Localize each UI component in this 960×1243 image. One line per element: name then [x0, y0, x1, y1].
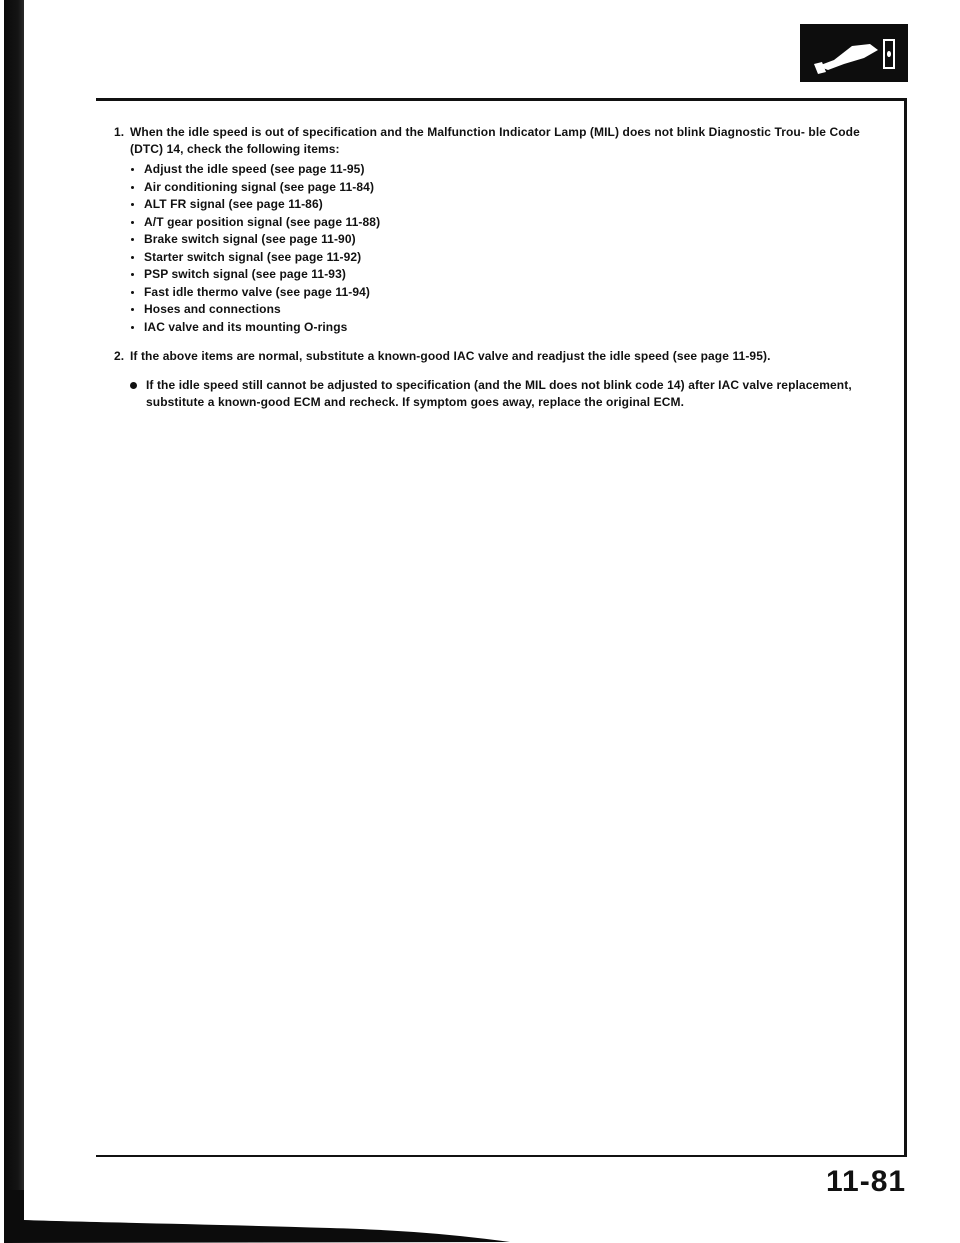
step-number: 2. — [114, 349, 125, 363]
note-bullet-icon — [130, 382, 137, 389]
bullet-icon — [131, 203, 134, 206]
bullet-icon — [131, 238, 134, 241]
bullet-icon — [131, 273, 134, 276]
fuel-nozzle-icon — [800, 24, 908, 82]
bullet-icon — [131, 326, 134, 329]
check-item: Hoses and connections — [130, 301, 894, 319]
binding-tail-decoration — [0, 1190, 520, 1243]
bullet-icon — [131, 168, 134, 171]
check-item: Air conditioning signal (see page 11-84) — [130, 179, 894, 197]
bullet-icon — [131, 221, 134, 224]
step-text: When the idle speed is out of specification and the Malfunction Indicator Lamp (MIL) does not blink Diagnostic Trou- ble Code (DTC) 14, check the following items: — [130, 125, 860, 156]
bullet-icon — [131, 256, 134, 259]
step-text: If the above items are normal, substitute a known-good IAC valve and readjust the idle speed (see page 11-95). — [130, 349, 771, 363]
binding-edge — [0, 0, 42, 1243]
frame-bottom-rule — [96, 1155, 907, 1157]
page-number: 11-81 — [826, 1165, 907, 1198]
check-item: A/T gear position signal (see page 11-88) — [130, 214, 894, 232]
procedure-step-2 — [114, 348, 894, 365]
check-item: ALT FR signal (see page 11-86) — [130, 196, 894, 214]
bullet-icon — [131, 186, 134, 189]
note-text: If the idle speed still cannot be adjusted to specification (and the MIL does not blink code 14) after IAC valve replacement, substitute a known-good ECM and recheck. If symptom goes away, replace the original ECM. — [146, 378, 852, 409]
check-item: Brake switch signal (see page 11-90) — [130, 231, 894, 249]
step-number: 1. — [114, 125, 125, 139]
bullet-icon — [131, 291, 134, 294]
check-items-list — [130, 161, 894, 336]
procedure-content — [114, 124, 894, 411]
check-item: Starter switch signal (see page 11-92) — [130, 249, 894, 267]
check-item: Fast idle thermo valve (see page 11-94) — [130, 284, 894, 302]
binding-bar — [4, 0, 24, 1200]
bullet-icon — [131, 308, 134, 311]
check-item: IAC valve and its mounting O-rings — [130, 319, 894, 337]
procedure-note — [114, 377, 894, 411]
check-item: PSP switch signal (see page 11-93) — [130, 266, 894, 284]
check-item: Adjust the idle speed (see page 11-95) — [130, 161, 894, 179]
procedure-step-1 — [114, 124, 894, 336]
section-tab — [800, 24, 908, 82]
frame-right-edge — [904, 936, 907, 1155]
